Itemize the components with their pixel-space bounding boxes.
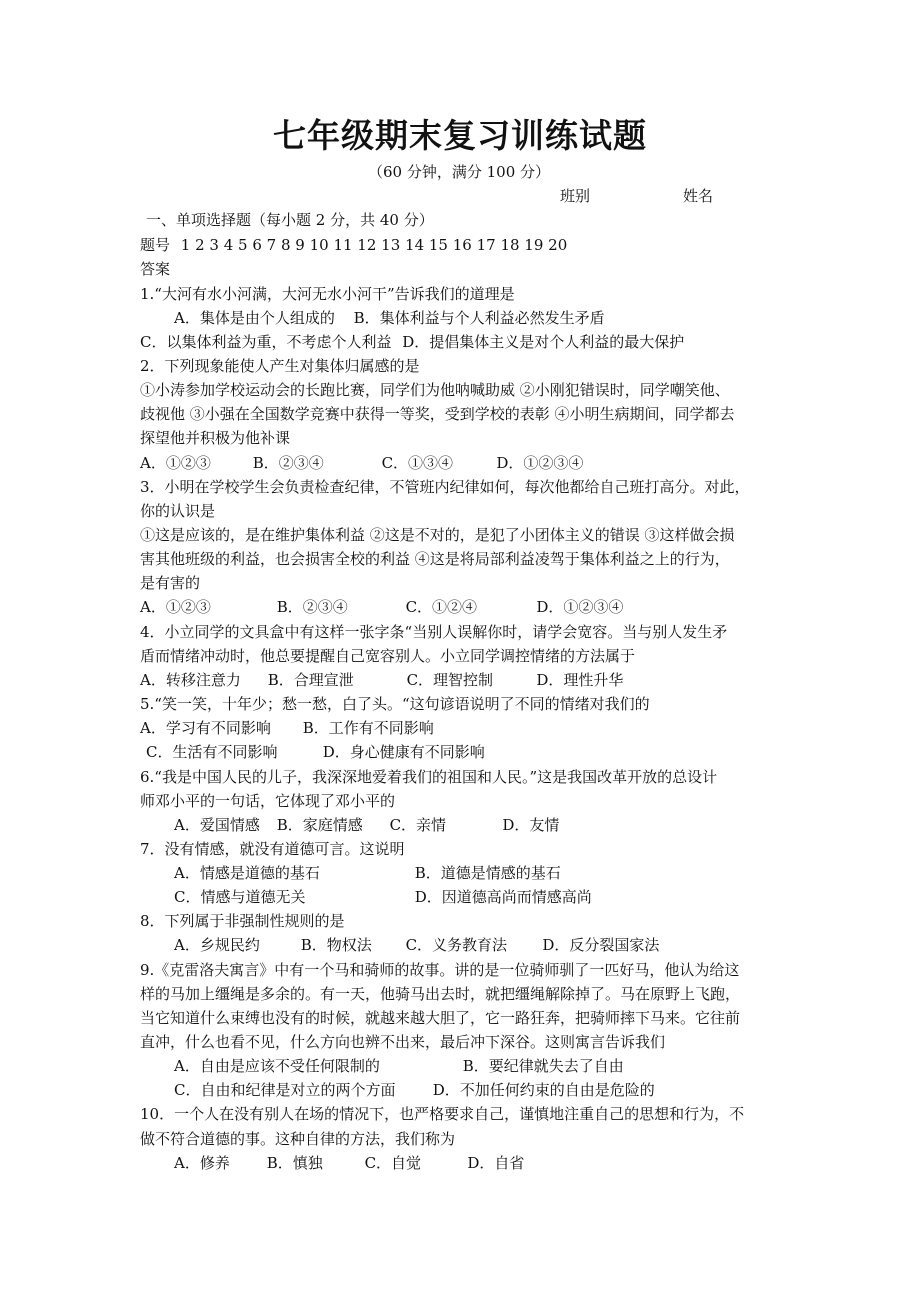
option-a: A．①②③ — [140, 454, 211, 472]
question-10-text-line: 做不符合道德的事。这种自律的方法，我们称为 — [140, 1130, 456, 1148]
option-c: C．自觉 — [364, 1154, 422, 1172]
option-c: C．①②④ — [405, 598, 478, 616]
question-number-row — [140, 233, 567, 257]
option-b: B．家庭情感 — [276, 816, 363, 834]
option-d: D．自省 — [467, 1154, 525, 1172]
option-a: A．爱国情感 — [174, 816, 260, 834]
option-a: A．自由是应该不受任何限制的 — [174, 1057, 380, 1075]
question-4-text-line: 盾而情绪冲动时，他总要提醒自己宽容别人。小立同学调控情绪的方法属于 — [140, 647, 636, 665]
question-4-options — [140, 668, 623, 692]
option-d: D．①②③④ — [536, 598, 624, 616]
question-1-options-row1 — [174, 306, 605, 330]
option-b: B．要纪律就失去了自由 — [462, 1057, 624, 1075]
question-3-text-line: ①这是应该的，是在维护集体利益 ②这是不对的，是犯了小团体主义的错误 ③这样做会损 — [140, 526, 735, 544]
option-b: B．慎独 — [266, 1154, 323, 1172]
option-c: C．生活有不同影响 — [146, 743, 278, 761]
page-title: 七年级期末复习训练试题 — [273, 116, 647, 155]
section-heading: 一、单项选择题（每小题 2 分，共 40 分） — [146, 211, 434, 229]
option-d: D．反分裂国家法 — [542, 936, 660, 954]
question-3-text-line: 3．小明在学校学生会负责检查纪律，不管班内纪律如何，每次他都给自己班打高分。对此， — [140, 478, 750, 496]
question-10-options — [174, 1151, 524, 1175]
question-6-text-line: 师邓小平的一句话，它体现了邓小平的 — [140, 792, 396, 810]
option-c: C．理智控制 — [406, 671, 494, 689]
option-d: D．理性升华 — [536, 671, 624, 689]
option-c: C．亲情 — [389, 816, 447, 834]
option-c: C．义务教育法 — [405, 936, 508, 954]
question-9-text-line: 直冲，什么也看不见，什么方向也辨不出来，最后冲下深谷。这则寓言告诉我们 — [140, 1033, 666, 1051]
question-9-text-line: 当它知道什么束缚也没有的时候，就越来越大胆了，它一路狂奔，把骑师摔下马来。它往前 — [140, 1009, 741, 1027]
question-5-options-row1 — [140, 716, 434, 740]
question-2-text-line: ①小涛参加学校运动会的长跑比赛，同学们为他呐喊助威 ②小刚犯错误时，同学嘲笑他、 — [140, 381, 730, 399]
option-c: C．①③④ — [381, 454, 454, 472]
question-2-text-line: 歧视他 ③小强在全国数学竞赛中获得一等奖，受到学校的表彰 ④小明生病期间，同学都去 — [140, 405, 735, 423]
question-1-options-row2 — [140, 330, 684, 354]
option-d: D．提倡集体主义是对个人利益的最大保护 — [402, 333, 685, 351]
question-8-options — [174, 933, 659, 957]
option-d: D．友情 — [502, 816, 560, 834]
question-3-options — [140, 595, 623, 619]
question-9-text-line: 样的马加上缰绳是多余的。有一天，他骑马出去时，就把缰绳解除掉了。马在原野上飞跑， — [140, 985, 741, 1003]
question-7-stem: 7．没有情感，就没有道德可言。这说明 — [140, 840, 405, 858]
question-9-options-row2 — [174, 1078, 655, 1102]
number-row-label: 题号 — [140, 236, 171, 254]
question-2-text-line: 探望他并积极为他补课 — [140, 429, 291, 447]
question-numbers: 1 2 3 4 5 6 7 8 9 10 11 12 13 14 15 16 17 18 19 20 — [180, 236, 568, 254]
name-label: 姓名 — [683, 187, 714, 205]
option-a: A．集体是由个人组成的 — [174, 309, 335, 327]
option-a: A．①②③ — [140, 598, 211, 616]
option-b: B．道德是情感的基石 — [414, 864, 561, 882]
question-7-options-row1 — [174, 861, 561, 885]
question-10-text-line: 10．一个人在没有别人在场的情况下，也严格要求自己，谨慎地注重自己的思想和行为，不 — [140, 1105, 745, 1123]
answer-row-label: 答案 — [140, 260, 171, 278]
option-a: A．情感是道德的基石 — [174, 864, 320, 882]
option-a: A．学习有不同影响 — [140, 719, 271, 737]
question-6-options — [174, 813, 559, 837]
option-c: C．以集体利益为重，不考虑个人利益 — [140, 333, 392, 351]
class-label: 班别 — [560, 187, 591, 205]
question-3-text-line: 你的认识是 — [140, 502, 216, 520]
question-7-options-row2 — [174, 885, 592, 909]
exam-subtitle: （60 分钟，满分 100 分） — [368, 163, 551, 181]
option-b: B．集体利益与个人利益必然发生矛盾 — [353, 309, 605, 327]
option-a: A．修养 — [174, 1154, 230, 1172]
question-9-options-row1 — [174, 1054, 624, 1078]
option-a: A．乡规民约 — [174, 936, 260, 954]
option-d: D．不加任何约束的自由是危险的 — [432, 1081, 655, 1099]
question-5-options-row2 — [146, 740, 485, 764]
option-c: C．情感与道德无关 — [174, 888, 306, 906]
option-d: D．①②③④ — [496, 454, 584, 472]
option-d: D．因道德高尚而情感高尚 — [414, 888, 592, 906]
question-1-stem: 1.“大河有水小河满，大河无水小河干”告诉我们的道理是 — [140, 285, 515, 303]
option-d: D．身心健康有不同影响 — [322, 743, 485, 761]
option-b: B．工作有不同影响 — [302, 719, 434, 737]
question-2-stem: 2．下列现象能使人产生对集体归属感的是 — [140, 357, 420, 375]
question-3-text-line: 是有害的 — [140, 574, 201, 592]
question-6-text-line: 6.“我是中国人民的儿子，我深深地爱着我们的祖国和人民。”这是我国改革开放的总设计 — [140, 768, 718, 786]
option-a: A．转移注意力 — [140, 671, 241, 689]
question-9-text-line: 9.《克雷洛夫寓言》中有一个马和骑师的故事。讲的是一位骑师驯了一匹好马，他认为给这 — [140, 961, 740, 979]
option-c: C．自由和纪律是对立的两个方面 — [174, 1081, 396, 1099]
option-b: B．②③④ — [276, 598, 348, 616]
question-8-stem: 8．下列属于非强制性规则的是 — [140, 912, 345, 930]
option-b: B．②③④ — [252, 454, 324, 472]
option-b: B．物权法 — [300, 936, 372, 954]
question-3-text-line: 害其他班级的利益，也会损害全校的利益 ④这是将局部利益凌驾于集体利益之上的行为， — [140, 550, 730, 568]
question-4-text-line: 4．小立同学的文具盒中有这样一张字条“当别人误解你时，请学会宽容。当与别人发生矛 — [140, 623, 728, 641]
option-b: B．合理宣泄 — [267, 671, 354, 689]
question-5-stem: 5.“笑一笑，十年少；愁一愁，白了头。“这句谚语说明了不同的情绪对我们的 — [140, 695, 650, 713]
question-2-options — [140, 451, 583, 475]
